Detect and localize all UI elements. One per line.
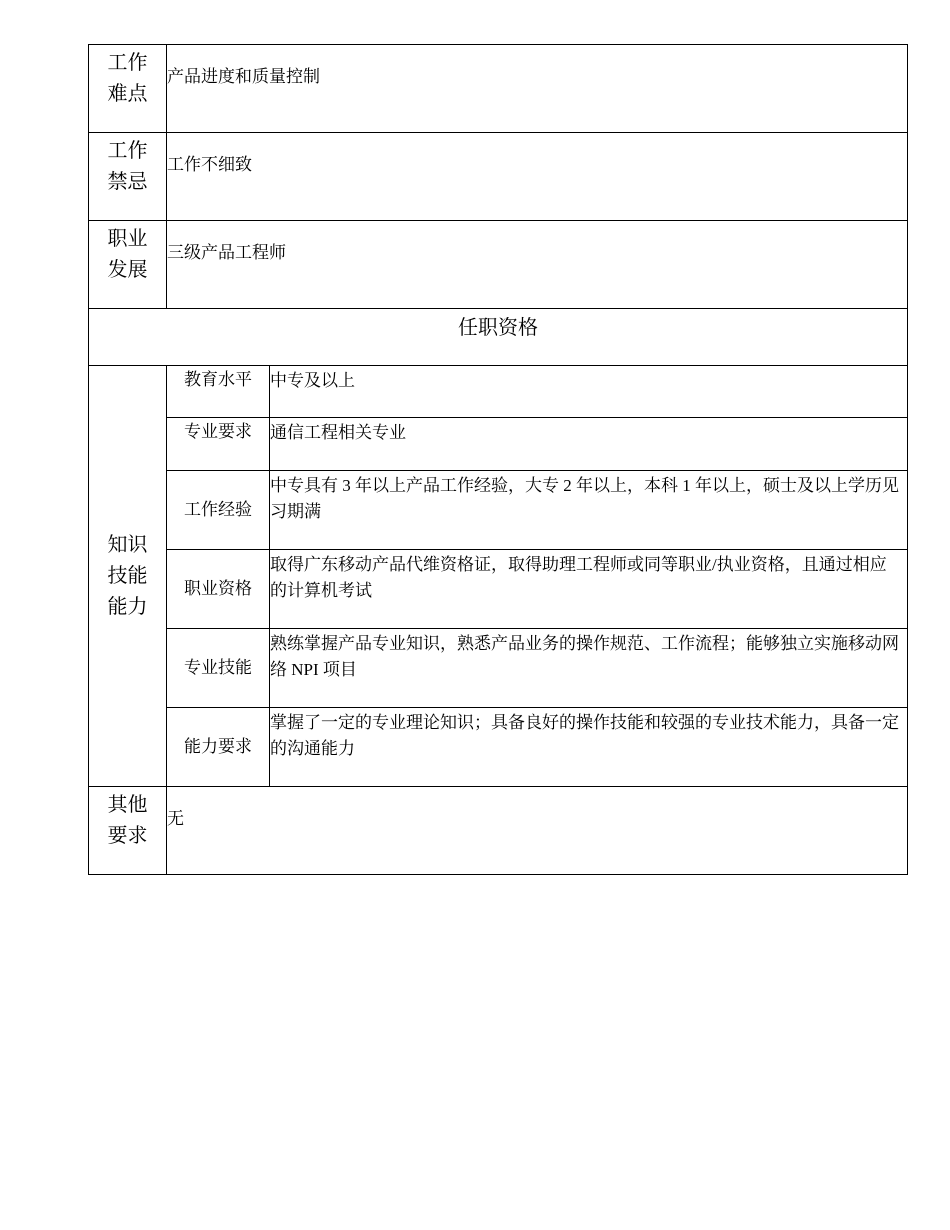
row-work-difficulty: [89, 45, 908, 133]
value-work-taboo: 工作不细致: [167, 133, 908, 221]
ksa-row: [89, 708, 908, 787]
value-other-requirements: 无: [167, 787, 908, 875]
label-line: 知识: [107, 533, 148, 556]
label-education: 教育水平: [167, 366, 270, 418]
label-career-development: [89, 221, 167, 309]
ksa-row: [89, 418, 908, 471]
row-other-requirements: [89, 787, 908, 875]
label-line: 禁忌: [107, 171, 148, 193]
label-line: 要求: [107, 825, 148, 847]
value-major: 通信工程相关专业: [270, 418, 908, 471]
label-line: 发展: [107, 259, 148, 281]
label-work-taboo: [89, 133, 167, 221]
label-major: 专业要求: [167, 418, 270, 471]
label-qualification: 职业资格: [167, 550, 270, 629]
ksa-row: [89, 471, 908, 550]
value-career-development: 三级产品工程师: [167, 221, 908, 309]
label-line: 职业: [107, 228, 148, 250]
label-line: 其他: [107, 794, 148, 816]
section-title: 任职资格: [89, 309, 908, 366]
label-line: 能力: [107, 595, 148, 618]
label-ability: 能力要求: [167, 708, 270, 787]
value-qualification: 取得广东移动产品代维资格证，取得助理工程师或同等职业/执业资格，且通过相应的计算机考试: [270, 550, 908, 629]
label-line: 难点: [107, 83, 148, 105]
label-skills: 专业技能: [167, 629, 270, 708]
ksa-row: [89, 366, 908, 418]
row-career-development: [89, 221, 908, 309]
ksa-row: [89, 550, 908, 629]
value-work-difficulty: 产品进度和质量控制: [167, 45, 908, 133]
ksa-row: [89, 629, 908, 708]
job-requirements-table: [88, 44, 908, 875]
label-other-requirements: [89, 787, 167, 875]
value-experience: 中专具有 3 年以上产品工作经验，大专 2 年以上，本科 1 年以上，硕士及以上学历见习期满: [270, 471, 908, 550]
label-experience: 工作经验: [167, 471, 270, 550]
label-work-difficulty: [89, 45, 167, 133]
value-skills: 熟练掌握产品专业知识，熟悉产品业务的操作规范、工作流程；能够独立实施移动网络 NPI 项目: [270, 629, 908, 708]
label-line: 工作: [107, 52, 148, 74]
label-ksa: [89, 366, 167, 787]
row-section-qualifications: [89, 309, 908, 366]
value-education: 中专及以上: [270, 366, 908, 418]
label-line: 工作: [107, 140, 148, 162]
value-ability: 掌握了一定的专业理论知识；具备良好的操作技能和较强的专业技术能力，具备一定的沟通能力: [270, 708, 908, 787]
row-work-taboo: [89, 133, 908, 221]
label-line: 技能: [107, 564, 148, 587]
